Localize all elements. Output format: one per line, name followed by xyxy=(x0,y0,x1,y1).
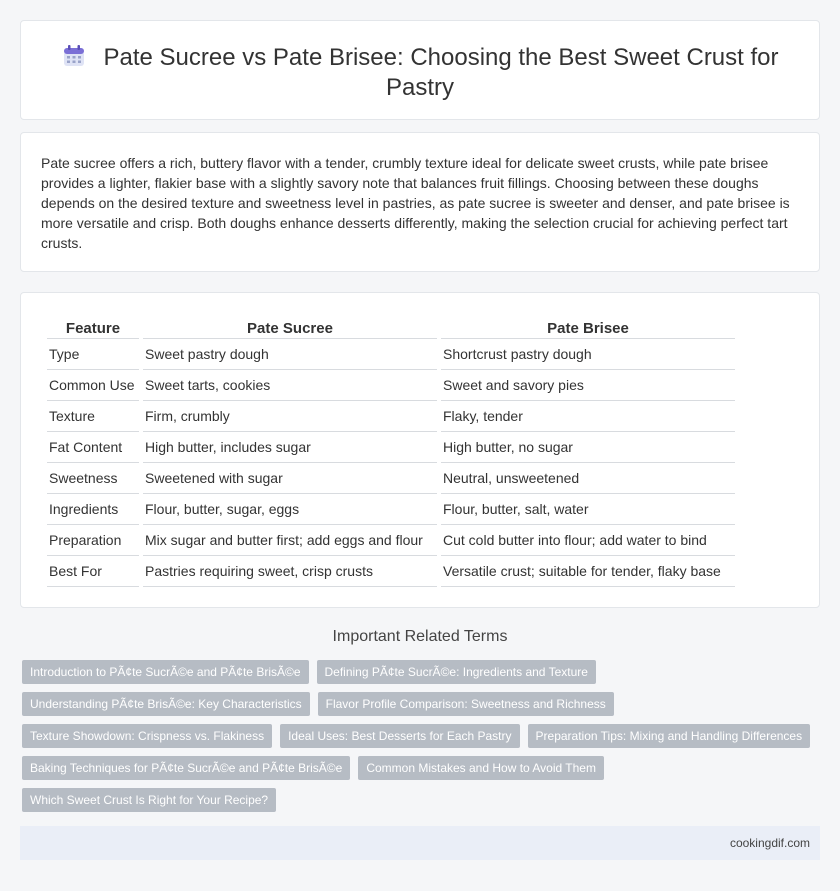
feature-cell: Type xyxy=(47,339,139,370)
tag-row xyxy=(22,788,822,812)
sucree-cell: Firm, crumbly xyxy=(143,401,437,432)
related-term-tag[interactable]: Flavor Profile Comparison: Sweetness and Richness xyxy=(318,692,614,716)
footer xyxy=(20,826,820,860)
feature-cell: Preparation xyxy=(47,525,139,556)
sucree-cell: Flour, butter, sugar, eggs xyxy=(143,494,437,525)
footer-site-name[interactable]: cookingdif.com xyxy=(729,836,810,850)
header-feature: Feature xyxy=(47,313,139,339)
tag-row xyxy=(22,756,822,780)
table-row xyxy=(47,432,735,463)
intro-paragraph: Pate sucree offers a rich, buttery flavor with a tender, crumbly texture ideal for delicate sweet crusts, while pate brisee provides a lighter, flakier base with a slightly savory note that balances fruit fillings. Choosing between these doughs depends on the desired texture and sweetness level in pastries, as pate sucree is sweeter and denser, and pate brisee is more versatile and crisp. Both doughs enhance desserts differently, making the selection crucial for achieving perfect tart crusts. xyxy=(41,155,790,251)
table-header-row xyxy=(47,313,735,339)
feature-cell: Common Use xyxy=(47,370,139,401)
brisee-cell: Flaky, tender xyxy=(441,401,735,432)
related-term-tag[interactable]: Baking Techniques for PÃ¢te SucrÃ©e and PÃ¢te BrisÃ©e xyxy=(22,756,350,780)
related-terms-heading: Important Related Terms xyxy=(332,628,508,645)
table-row xyxy=(47,339,735,370)
related-term-tag[interactable]: Preparation Tips: Mixing and Handling Differences xyxy=(528,724,811,748)
feature-cell: Fat Content xyxy=(47,432,139,463)
sucree-cell: Sweet pastry dough xyxy=(143,339,437,370)
calendar-icon xyxy=(62,44,86,68)
comparison-table xyxy=(43,313,739,587)
feature-cell: Ingredients xyxy=(47,494,139,525)
table-row xyxy=(47,401,735,432)
sucree-cell: Mix sugar and butter first; add eggs and flour xyxy=(143,525,437,556)
table-row xyxy=(47,494,735,525)
related-term-tag[interactable]: Common Mistakes and How to Avoid Them xyxy=(358,756,604,780)
header-pate-brisee: Pate Brisee xyxy=(441,313,735,339)
comparison-table-card xyxy=(20,292,820,608)
sucree-cell: High butter, includes sugar xyxy=(143,432,437,463)
brisee-cell: Flour, butter, salt, water xyxy=(441,494,735,525)
page-title: Pate Sucree vs Pate Brisee: Choosing the Best Sweet Crust for Pastry xyxy=(103,44,779,101)
feature-cell: Best For xyxy=(47,556,139,587)
page-title-wrap xyxy=(61,43,779,103)
title-card xyxy=(20,20,820,120)
table-row xyxy=(47,463,735,494)
brisee-cell: Sweet and savory pies xyxy=(441,370,735,401)
feature-cell: Sweetness xyxy=(47,463,139,494)
header-pate-sucree: Pate Sucree xyxy=(143,313,437,339)
related-term-tag[interactable]: Ideal Uses: Best Desserts for Each Pastry xyxy=(280,724,519,748)
feature-cell: Texture xyxy=(47,401,139,432)
brisee-cell: Shortcrust pastry dough xyxy=(441,339,735,370)
related-term-tag[interactable]: Defining PÃ¢te SucrÃ©e: Ingredients and Texture xyxy=(317,660,596,684)
table-row xyxy=(47,556,735,587)
sucree-cell: Pastries requiring sweet, crisp crusts xyxy=(143,556,437,587)
table-row xyxy=(47,525,735,556)
related-term-tag[interactable]: Understanding PÃ¢te BrisÃ©e: Key Characteristics xyxy=(22,692,310,716)
brisee-cell: High butter, no sugar xyxy=(441,432,735,463)
sucree-cell: Sweet tarts, cookies xyxy=(143,370,437,401)
table-row xyxy=(47,370,735,401)
tag-row xyxy=(22,692,822,716)
tag-row xyxy=(22,660,822,684)
related-terms-list xyxy=(22,660,822,820)
brisee-cell: Cut cold butter into flour; add water to bind xyxy=(441,525,735,556)
tag-row xyxy=(22,724,822,748)
related-term-tag[interactable]: Which Sweet Crust Is Right for Your Recipe? xyxy=(22,788,276,812)
brisee-cell: Neutral, unsweetened xyxy=(441,463,735,494)
related-term-tag[interactable]: Texture Showdown: Crispness vs. Flakiness xyxy=(22,724,272,748)
intro-card xyxy=(20,132,820,272)
sucree-cell: Sweetened with sugar xyxy=(143,463,437,494)
brisee-cell: Versatile crust; suitable for tender, flaky base xyxy=(441,556,735,587)
related-term-tag[interactable]: Introduction to PÃ¢te SucrÃ©e and PÃ¢te BrisÃ©e xyxy=(22,660,309,684)
